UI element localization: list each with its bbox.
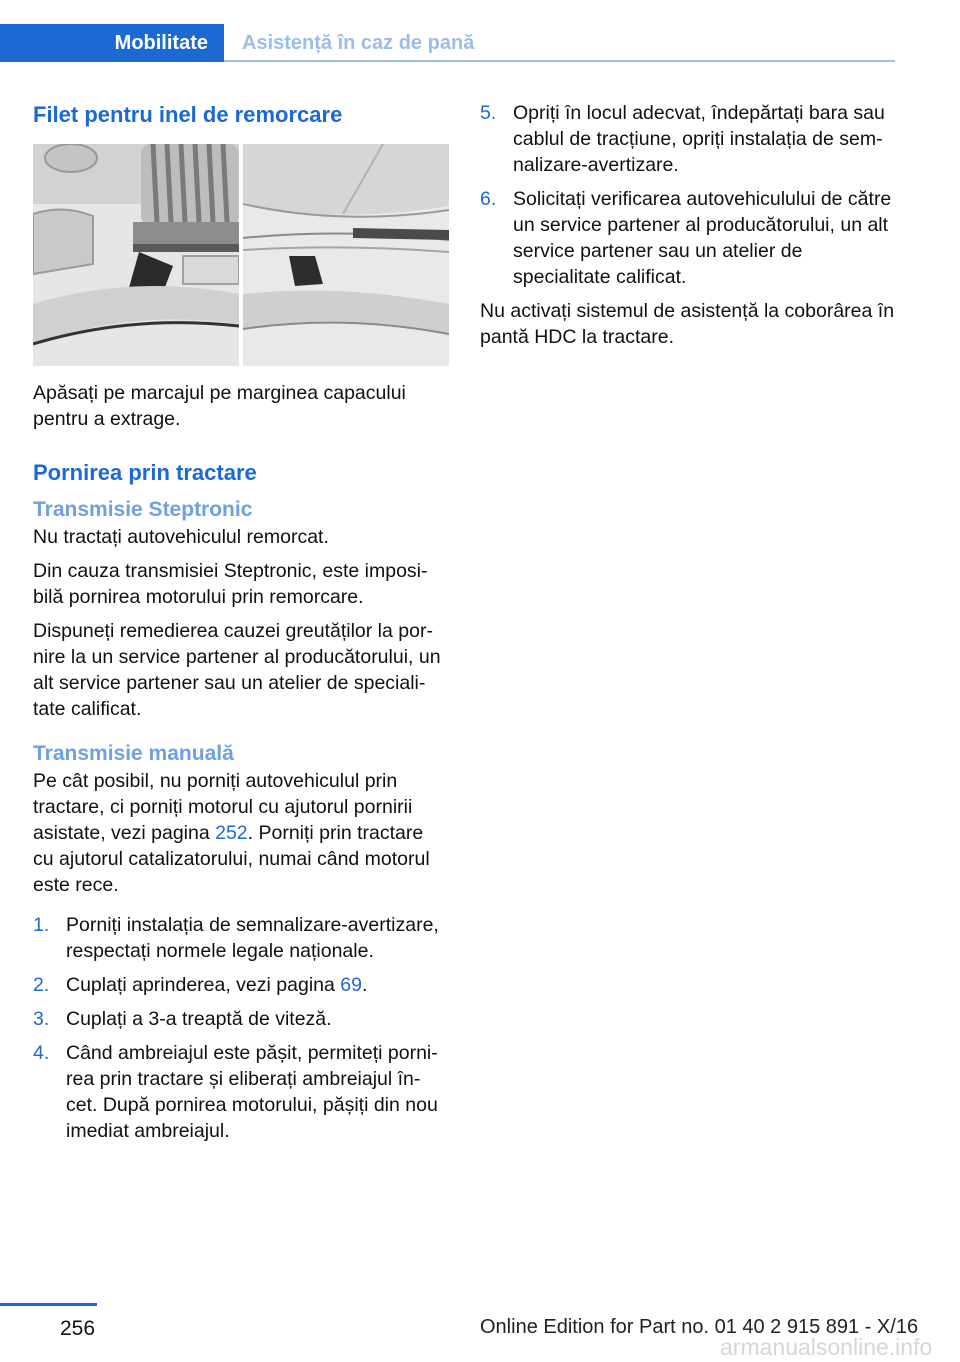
heading-tow-start: Pornirea prin tractare (33, 460, 257, 485)
step-number: 4. (33, 1042, 50, 1064)
bumper-figure (33, 144, 449, 366)
paragraph-manual-text: Pe cât posibil, nu porniți autovehiculul prin tractare, ci porniți motorul cu ajutorul pornirii asistate, vezi pagina (33, 770, 413, 844)
page-number: 256 (60, 1317, 96, 1340)
paragraph-manual (33, 768, 449, 898)
subsection-label: Asistență în caz de pană (242, 31, 475, 54)
left-column (33, 100, 449, 1144)
bumper-grille-illustration (33, 144, 239, 366)
paragraph-no-tow: Nu tractați autovehiculul remorcat. (33, 526, 329, 548)
header-rule (224, 60, 895, 62)
section-tab[interactable] (0, 24, 224, 62)
step-text (66, 972, 449, 998)
hdc-note: Nu activați sistemul de asistență la coborârea în pantă HDC la tractare. (480, 300, 895, 348)
list-item (480, 100, 898, 178)
step-number: 6. (480, 188, 497, 210)
step-text-end: . (361, 974, 368, 996)
step-text: Când ambreiajul este pășit, permiteți porni‐rea prin tractare și eliberați ambreiajul în‐cet. După pornirea motorului, pășiți din nou imediat ambreiajul. (66, 1042, 438, 1142)
step-number: 5. (480, 102, 497, 124)
subheading-steptronic: Transmisie Steptronic (33, 498, 253, 521)
list-item (33, 1006, 449, 1032)
step-number: 3. (33, 1008, 50, 1030)
right-column (480, 100, 898, 350)
edition-info: Online Edition for Part no. 01 40 2 915 891 - X/16 (480, 1316, 919, 1338)
step-text: Porniți instalația de semnalizare-avertizare, respectați normele legale naționale. (66, 914, 439, 962)
list-item (33, 1040, 449, 1144)
list-item (33, 972, 449, 998)
heading-towing-thread: Filet pentru inel de remorcare (33, 102, 343, 127)
paragraph-steptronic: Din cauza transmisiei Steptronic, este imposi‐bilă pornirea motorului prin remorcare. (33, 560, 428, 608)
tow-cover-illustration (243, 144, 449, 366)
paragraph-manual-text-end: . Porniți prin tractare cu ajutorul catalizatorului, numai când motorul este rece. (33, 822, 430, 896)
page-link-252[interactable]: 252 (215, 822, 248, 844)
page-number-rule (0, 1303, 97, 1306)
watermark: armanualsonline.info (720, 1334, 933, 1360)
step-number: 1. (33, 914, 50, 936)
steps-list-left (33, 912, 449, 1144)
list-item (480, 186, 898, 290)
step-text: Opriți în locul adecvat, îndepărtați bara sau cablul de tracțiune, opriți instalația de sem‐nalizare-avertizare. (513, 102, 885, 176)
steps-list-right (480, 100, 898, 290)
step-text: Solicitați verificarea autovehiculului de către un service partener al producătorului, un alt service partener sau un atelier de specialitate calificat. (513, 188, 892, 288)
subsection-tab[interactable] (224, 24, 894, 62)
step-text: Cuplați a 3-a treaptă de viteză. (66, 1008, 332, 1030)
page-link-69[interactable]: 69 (340, 974, 362, 996)
list-item (33, 912, 449, 964)
step-number: 2. (33, 974, 50, 996)
subheading-manual: Transmisie manuală (33, 742, 234, 765)
figure-caption: Apăsați pe marcajul pe marginea capacului pentru a extrage. (33, 382, 406, 430)
section-label: Mobilitate (114, 31, 208, 54)
paragraph-service: Dispuneți remedierea cauzei greutăților la por‐nire la un service partener al producătorului, un alt service partener sau un atelier de speciali‐tate calificat. (33, 620, 441, 720)
step-text-part: Cuplați aprinderea, vezi pagina (66, 974, 341, 996)
